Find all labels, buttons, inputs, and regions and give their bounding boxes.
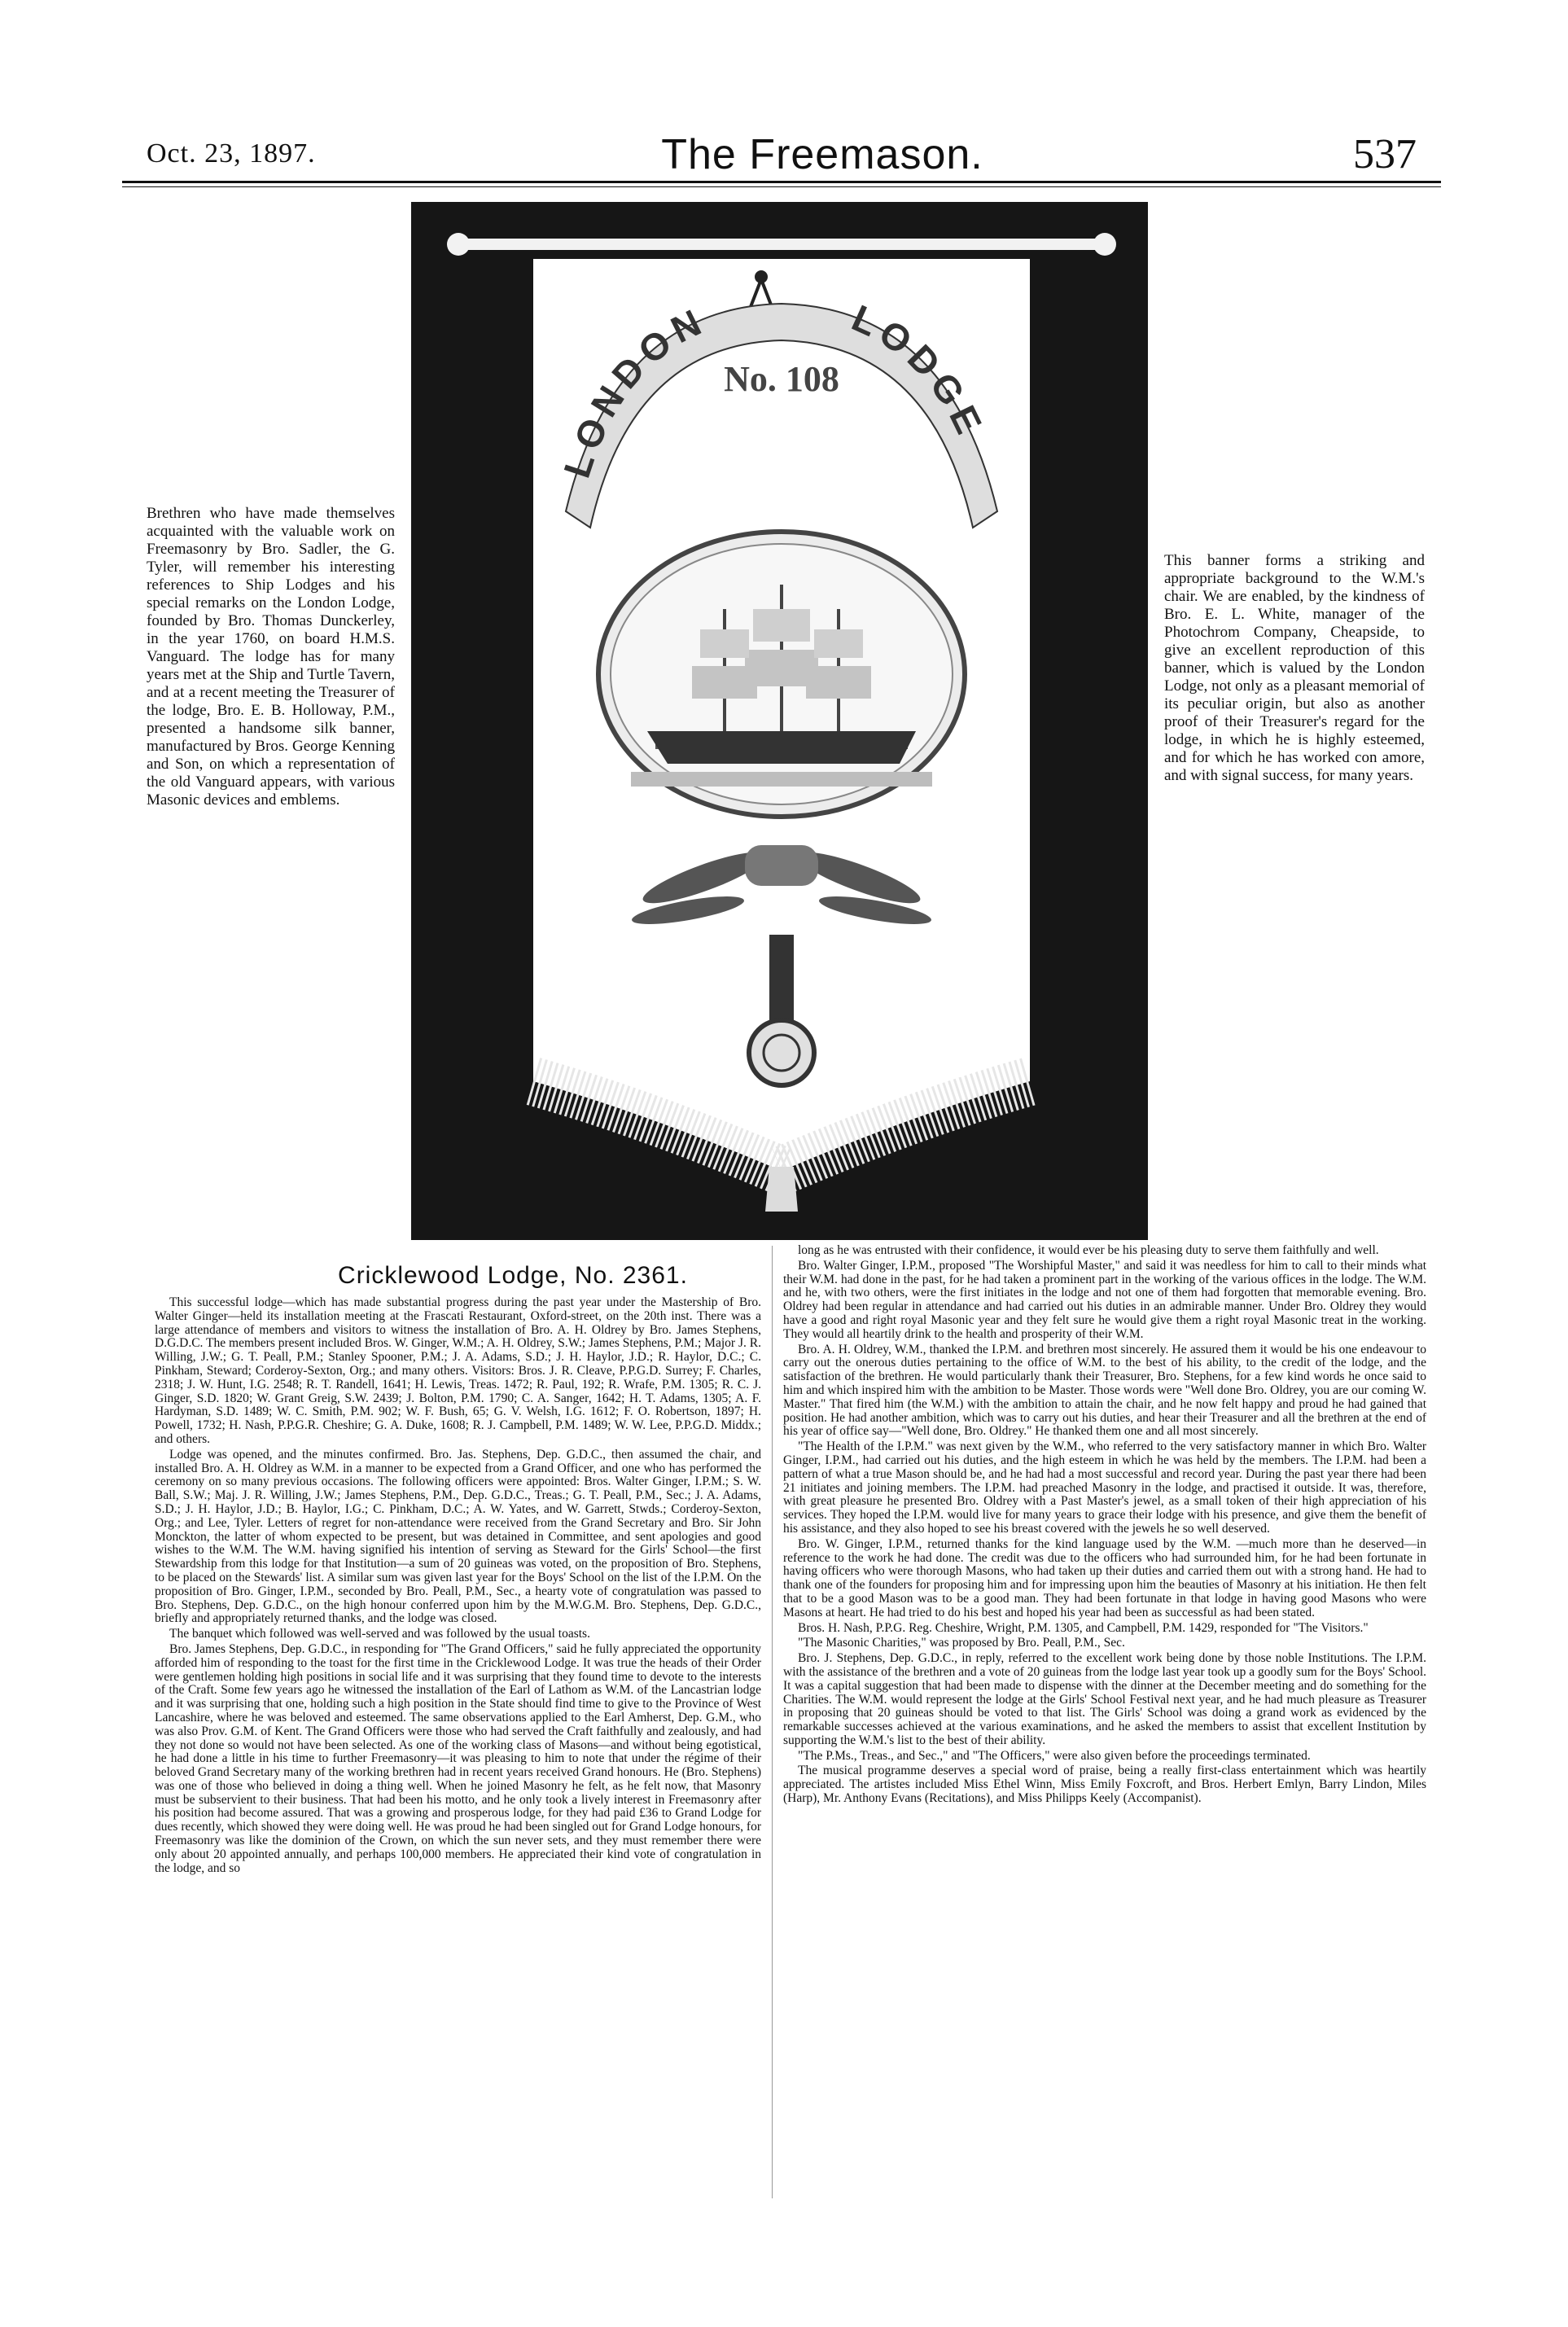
article-column-left xyxy=(155,1296,761,1875)
rod-finial-left xyxy=(447,233,470,256)
article-paragraph: The musical programme deserves a special word of praise, being a really first-class entertainment which was heartily appreciated. The artistes included Miss Ethel Winn, Miss Emily Foxcroft, and Bros. Herbert Emlyn, Barry Lindon, Miles (Harp), Mr. Anthony Evans (Recitations), and Miss Philipps Keely (Accompanist). xyxy=(783,1764,1426,1806)
article-paragraph: "The Masonic Charities," was proposed by Bro. Peall, P.M., Sec. xyxy=(798,1636,1125,1650)
masthead-rule xyxy=(122,181,1441,183)
masthead xyxy=(122,130,1441,179)
article-paragraph: Bro. J. Stephens, Dep. G.D.C., in reply, referred to the excellent work being done by those noble Institutions. The I.P.M. with the assistance of the brethren and a vote of 20 guineas from the lodge last year took up a goodly sum for the Boys' School. It was a capital suggestion that had been made to dispense with the dinner at the December meeting and do something for the Charities. The W.M. would represent the lodge at the Girls' School Festival next year, and he had much pleasure as Treasurer in proposing that 20 guineas should be voted to that list. The Girls' School was doing a grand work as evidenced by the remarkable successes achieved at the various examinations, and he asked the members to assist that excellent Institution by supporting the W.M.'s list to the best of their ability. xyxy=(783,1651,1426,1747)
page-number: 537 xyxy=(1353,131,1417,177)
article-paragraph: Bro. A. H. Oldrey, W.M., thanked the I.P.M. and brethren most sincerely. He assured them it would be his one endeavour to carry out the onerous duties pertaining to the office of W.M. to the best of his ability, to the credit of the lodge, and the satisfaction of the brethren. He would particularly thank their Treasurer, Bro. Stephens, for a few kind words he once said to him and which inspired him with the ambition to be Master. Those words were "Well done Bro. Oldrey, you are our coming W. Master." That fired him (the W.M.) with the ambition to attain the chair, and he now felt happy and proud he had gained that position. He had another ambition, which was to carry out his duties, and hear their Treasurer and all the brethren at the end of his year of office say—"Well done, Bro. Oldrey." He thanked them one and all most sincerely. xyxy=(783,1342,1426,1439)
lodge-banner-illustration xyxy=(411,202,1148,1240)
article-paragraph: long as he was entrusted with their confidence, it would ever be his pleasing duty to serve them faithfully and well. xyxy=(798,1243,1379,1257)
banner-caption-right: This banner forms a striking and appropriate background to the W.M.'s chair. We are enabled, by the kindness of Bro. E. L. White, manager of the Photochrom Company, Cheapside, to give an excellent reproduction of this banner, which is valued by the London Lodge, not only as a pleasant memorial of its peculiar origin, but also as another proof of their Treasurer's regard for the lodge, in which he is highly esteemed, and for which he has worked con amore, and with signal success, for many years. xyxy=(1164,552,1425,784)
article-column-right xyxy=(783,1244,1426,1806)
issue-date: Oct. 23, 1897. xyxy=(147,138,316,169)
rod-finial-right xyxy=(1093,233,1116,256)
banner-tassel xyxy=(765,1167,798,1212)
article-paragraph: "The Health of the I.P.M." was next given by the W.M., who referred to the very satisfactory manner in which Bro. Walter Ginger, I.P.M., had carried out his duties, and the high esteem in which he was held by the members. The I.P.M. had been a pattern of what a true Mason should be, and he had had a most successful and record year. During the past year there had been 21 initiates and joining members. The I.P.M. had preached Masonry in the lodge, and practised it outside. It was, therefore, with great pleasure he presented Bro. Oldrey with a Past Master's jewel, as a small token of their high appreciation of his services. They hoped the I.P.M. would live for many years to grace their lodge with his presence, and give them the benefit of his assistance, and they also hoped to see his breast covered with the jewels he so well deserved. xyxy=(783,1440,1426,1536)
medal-jewel-icon xyxy=(749,1020,814,1085)
article-paragraph: Bros. H. Nash, P.P.G. Reg. Cheshire, Wright, P.M. 1305, and Campbell, P.M. 1429, responded for "The Visitors." xyxy=(798,1620,1369,1635)
banner-caption-left: Brethren who have made themselves acquainted with the valuable work on Freemasonry by Bro. Sadler, the G. Tyler, will remember his interesting references to Ship Lodges and his special remarks on the London Lodge, founded by Bro. Thomas Dunckerley, in the year 1760, on board H.M.S. Vanguard. The lodge has for many years met at the Ship and Turtle Tavern, and at a recent meeting the Treasurer of the lodge, Bro. E. B. Holloway, P.M., presented a handsome silk banner, manufactured by Bros. George Kenning and Son, on which a representation of the old Vanguard appears, with various Masonic devices and emblems. xyxy=(147,505,395,809)
article-paragraph: Bro. W. Ginger, I.P.M., returned thanks for the kind language used by the W.M. —much more than he deserved—in reference to the work he had done. The credit was due to the officers who had surrounded him, for he had been fortunate in having officers who were thorough Masons, who had taken up their duties and carried them out with a strong hand. He had to thank one of the founders for proposing him and for impressing upon him the beauties of Masonry at his initiation. He then felt that to be a good Mason was to be a good man. They had been fortunate in that lodge in having good Masons who were Masons at heart. He had tried to do his best and hoped his year had been as successful as had been stated. xyxy=(783,1536,1426,1619)
lodge-number-label: No. 108 xyxy=(724,359,839,399)
article-paragraph: Bro. Walter Ginger, I.P.M., proposed "The Worshipful Master," and said it was needless for him to call to their minds what their W.M. had done in the past, for he had taken a prominent part in the working of the various offices in the lodge. The W.M. and he, with two others, were the first initiates in the lodge and not one of them had forgotten that memorable evening. Bro. Oldrey had been regular in attendance and had carried out his duties in an admirable manner. Under Bro. Oldrey they would have a good and right royal Masonic year and they felt sure he would give them a right royal Masonic treat in the working. They would all heartily drink to the health and prosperity of their W.M. xyxy=(783,1258,1426,1341)
article-paragraph: "The P.Ms., Treas., and Sec.," and "The Officers," were also given before the proceedings terminated. xyxy=(798,1748,1311,1763)
banner-rod xyxy=(460,239,1103,250)
article-paragraph: Lodge was opened, and the minutes confirmed. Bro. Jas. Stephens, Dep. G.D.C., then assumed the chair, and installed Bro. A. H. Oldrey as W.M. in a manner to be expected from a Grand Officer, and one who has performed the ceremony on so many previous occasions. The following officers were appointed: Bros. Walter Ginger, I.P.M.; S. W. Ball, S.W.; Maj. J. R. Willing, J.W.; James Stephens, P.M., Dep. G.D.C., Treas.; G. T. Peall, P.M., Sec.; J. A. Adams, S.D.; J. H. Haylor, J.D.; B. Haylor, I.G.; C. Pinkham, D.C.; A. W. Yates, and W. Garrett, Stwds.; Corderoy-Sexton, Org.; and Lee, Tyler. Letters of regret for non-attendance were received from the Grand Secretary and Bro. Sir John Monckton, the latter of whom expected to be present, but was detained in Committee, and sent apologies and good wishes to the W.M. The W.M. having signified his intention of serving as Steward for the Girls' School—the first Stewardship from this lodge for that Institution—a sum of 20 guineas was voted, on the proposition of Bro. Stephens, to be placed on the Stewards' list. A similar sum was given last year for the Boys' School on the list of the I.P.M. On the proposition of Bro. Ginger, I.P.M., seconded by Bro. Peall, P.M., Sec., a hearty vote of congratulation was passed to Bro. Stephens, Dep. G.D.C., on the high honour conferred upon him by the M.W.G.M. Bro. Stephens, Dep. G.D.C., briefly and appropriately returned thanks, and the lodge was closed. xyxy=(155,1447,761,1626)
article-paragraph: Bro. James Stephens, Dep. G.D.C., in responding for "The Grand Officers," said he fully appreciated the opportunity afforded him of responding to the toast for the first time in the Cricklewood Lodge. It was true the heads of their Order were gentlemen holding high positions in social life and it was surprising that they found time to devote to the interests of the Craft. Some few years ago he witnessed the installation of the Earl of Lathom as W.M. of the Lancastrian lodge and it was surprising that one, holding such a high position in the State should find time to give to the Province of West Lancashire, where he was beloved and esteemed. The same observations applied to the Earl Amherst, Dep. G.M., who was also Prov. G.M. of Kent. The Grand Officers were those who had served the Craft faithfully and zealously, and had they not done so would not have been selected. As one of the working class of Masons—and without being egotistical, he had done a little in his time to further Freemasonry—it was pleasing to him to note that under the régime of their beloved Grand Secretary many of the working brethren had in recent years received Grand honours. He (Bro. Stephens) was one of those who believed in doing a thing well. When he joined Masonry he felt, as he felt now, that Masonry must be subservient to their business. That had been his motto, and he only took a lively interest in Freemasonry after his position had become assured. That was a growing and prosperous lodge, for they had paid £36 to Grand Lodge for dues recently, which showed they were doing well. He was proud he had been singled out for Grand Lodge honours, for Freemasonry was like the dominion of the Crown, on which the sun never sets, and they must remember there were only about 20 appointed annually, and perhaps 100,000 members. He appreciated their kind vote of congratulation in the lodge, and so xyxy=(155,1641,761,1875)
ribbon-text-left: LONDON xyxy=(554,298,714,483)
publication-title: The Freemason. xyxy=(661,131,983,178)
article-paragraph: This successful lodge—which has made substantial progress during the past year under the Mastership of Bro. Walter Ginger—held its installation meeting at the Frascati Restaurant, Oxford-street, on the 20th inst. There was a large attendance of members and visitors to witness the installation of Bro. A. H. Oldrey by Bro. James Stephens, D.G.D.C. The members present included Bros. W. Ginger, W.M.; A. H. Oldrey, S.W.; James Stephens, P.M.; Major J. R. Willing, J.W.; G. T. Peall, P.M.; Stanley Spooner, P.M.; J. A. Adams, S.D.; J. H. Haylor, J.D.; R. Haylor, D.C.; C. Pinkham, Steward; Corderoy-Sexton, Org.; and many others. Visitors: Bros. J. R. Cleave, P.P.G.D. Surrey; F. Charles, 2318; J. W. Hunt, I.G. 2548; R. T. Randell, 1641; H. Lewis, Treas. 1472; R. Paul, 192; R. Wrafe, P.M. 1305; R. C. J. Ginger, S.D. 1820; W. Grant Greig, S.W. 2439; J. Bolton, P.M. 1790; C. A. Sanger, 1642; H. T. Adams, 1305; A. F. Hardyman, S.D. 1489; W. C. Smith, P.M. 902; W. F. Bush, 65; G. V. Welsh, I.G. 1612; F. O. Robertson, 1897; H. Powell, 1732; H. Nash, P.P.G.R. Cheshire; G. A. Duke, 1608; R. J. Campbell, P.M. 1489; W. W. Lee, P.P.G.D. Middx.; and others. xyxy=(155,1295,761,1446)
banner-drawing xyxy=(411,202,1148,1240)
article-paragraph: The banquet which followed was well-served and was followed by the usual toasts. xyxy=(169,1627,590,1641)
column-divider xyxy=(772,1246,773,2198)
masthead-rule-thin xyxy=(122,186,1441,187)
medal-ribbon xyxy=(769,935,794,1024)
ribbon-text-right: LODGE xyxy=(846,296,993,446)
article-title: Cricklewood Lodge, No. 2361. xyxy=(338,1262,688,1289)
